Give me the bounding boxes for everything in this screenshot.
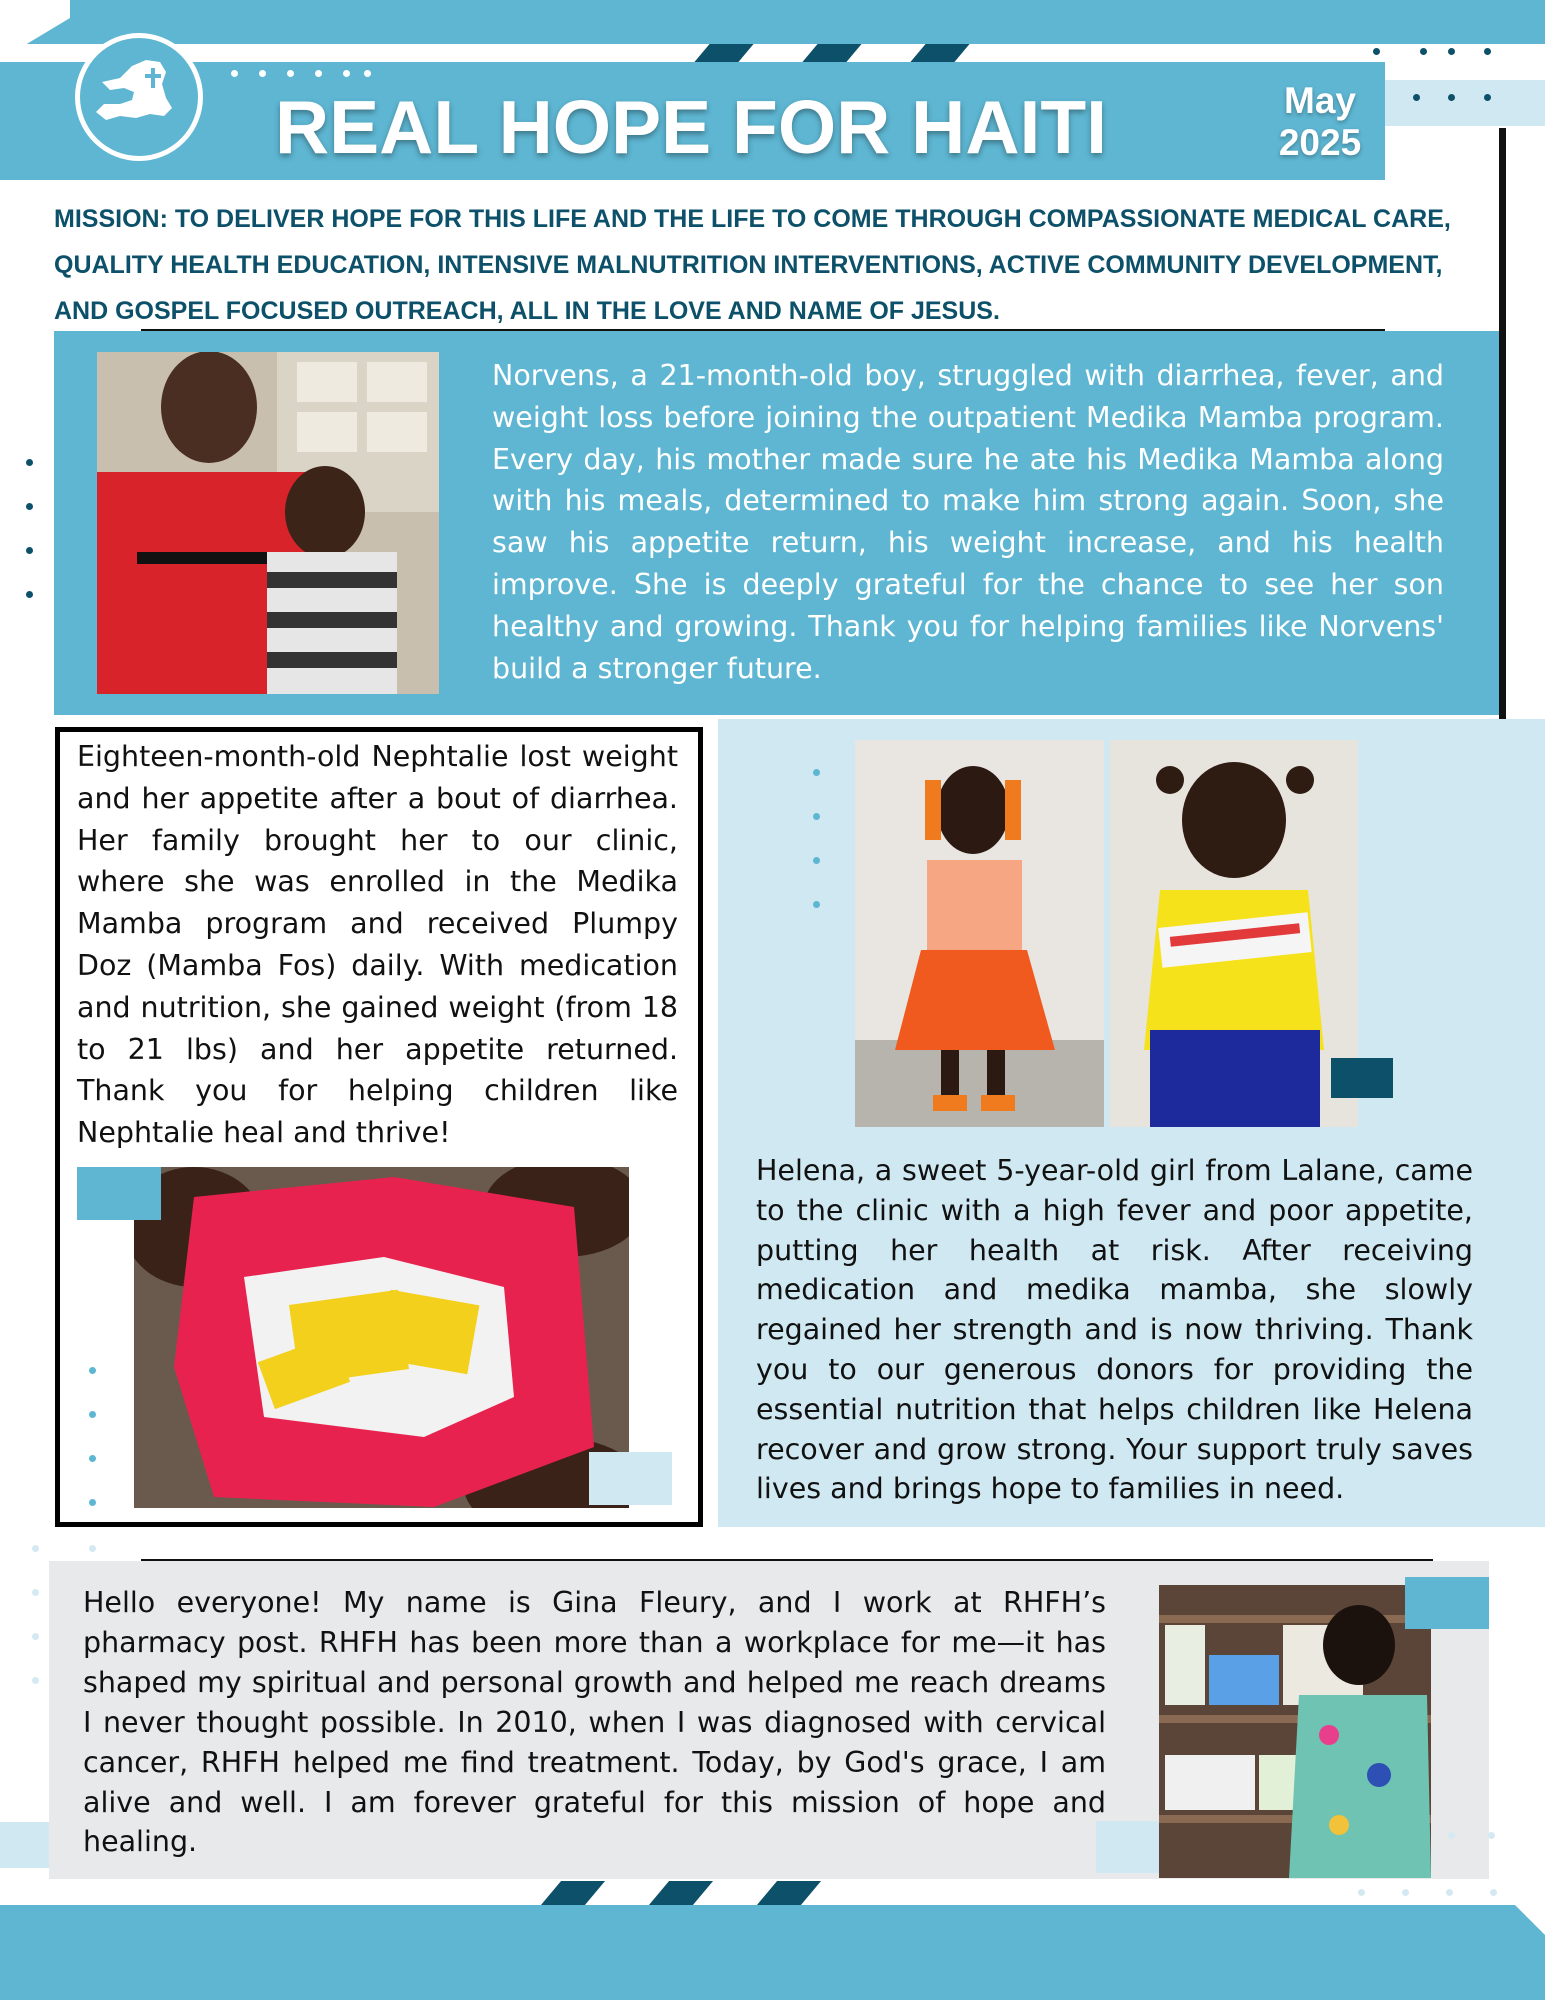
decorative-dot bbox=[32, 1677, 39, 1684]
decorative-stripe bbox=[910, 44, 969, 62]
top-band bbox=[0, 0, 1545, 44]
decorative-block bbox=[1385, 80, 1545, 126]
decorative-dot bbox=[1448, 94, 1455, 101]
mission-statement: MISSION: TO DELIVER HOPE FOR THIS LIFE AND THE LIFE TO COME THROUGH COMPASSIONATE MEDICAL CARE, QUALITY HEALTH EDUCATION, INTENSIVE MALNUTRITION INTERVENTIONS, ACTIVE COMMUNITY DEVELOPMENT, AND GOSPEL FOCUSED OUTREACH, ALL IN THE LOVE AND NAME OF JESUS. bbox=[54, 205, 1451, 325]
decorative-dot bbox=[343, 70, 350, 77]
helena-photo-after bbox=[1110, 740, 1358, 1127]
decorative-dot bbox=[1420, 48, 1427, 55]
decorative-dot bbox=[231, 70, 238, 77]
decorative-dot bbox=[813, 813, 820, 820]
gina-pharmacy-photo bbox=[1159, 1585, 1431, 1878]
decorative-dot bbox=[89, 1455, 96, 1462]
decorative-dot bbox=[89, 1545, 96, 1552]
decorative-stripe bbox=[694, 44, 753, 62]
decorative-dot bbox=[813, 857, 820, 864]
norvens-photo bbox=[97, 352, 439, 694]
decorative-dot bbox=[1402, 1889, 1409, 1896]
haiti-map-cross-icon bbox=[80, 38, 198, 156]
decorative-dot bbox=[32, 1589, 39, 1596]
decorative-dot bbox=[1484, 94, 1491, 101]
decorative-stripe bbox=[802, 44, 861, 62]
decorative-dot bbox=[32, 1545, 39, 1552]
helena-photo-before bbox=[855, 740, 1104, 1127]
newsletter-title: REAL HOPE FOR HAITI bbox=[275, 85, 1107, 169]
gina-story-text: Hello everyone! My name is Gina Fleury, and I work at RHFH’s pharmacy post. RHFH has been more than a workplace for me—it has shaped my spiritual and personal growth and helped me reach dreams I never thought possible. In 2010, when I was diagnosed with cervical cancer, RHFH helped me find treatment. Today, by God's grace, I am alive and well. I am forever grateful for this mission of hope and healing. bbox=[83, 1586, 1106, 1859]
decorative-dot bbox=[1373, 48, 1380, 55]
decorative-dot bbox=[26, 591, 33, 598]
decorative-dot bbox=[315, 70, 322, 77]
decorative-dot bbox=[26, 503, 33, 510]
logo bbox=[75, 33, 203, 161]
decorative-block bbox=[0, 1822, 49, 1868]
decorative-dot bbox=[89, 1411, 96, 1418]
decorative-dot bbox=[1413, 94, 1420, 101]
decorative-dot bbox=[287, 70, 294, 77]
decorative-dot bbox=[1448, 48, 1455, 55]
decorative-block bbox=[77, 1167, 161, 1220]
plumpy-doz-photo bbox=[134, 1167, 629, 1508]
decorative-dot bbox=[32, 1633, 39, 1640]
decorative-dot bbox=[813, 901, 820, 908]
decorative-dot bbox=[1446, 1889, 1453, 1896]
decorative-dot bbox=[1484, 48, 1491, 55]
decorative-stripe bbox=[649, 1881, 713, 1905]
decorative-dot bbox=[1488, 1832, 1495, 1839]
decorative-dot bbox=[1448, 1832, 1455, 1839]
issue-year: 2025 bbox=[1278, 122, 1362, 163]
decorative-dot bbox=[1490, 1889, 1497, 1896]
decorative-block bbox=[589, 1452, 672, 1505]
decorative-dot bbox=[89, 1499, 96, 1506]
decorative-block bbox=[1405, 1577, 1489, 1629]
norvens-story-text: Norvens, a 21-month-old boy, struggled with diarrhea, fever, and weight loss before joining the outpatient Medika Mamba program. Every day, his mother made sure he ate his Medika Mamba along with his meals, determined to make him strong again. Soon, she saw his appetite return, his weight increase, and his health improve. She is deeply grateful for the chance to see her son healthy and growing. Thank you for helping families like Norvens' build a stronger future. bbox=[492, 359, 1444, 685]
helena-story-text: Helena, a sweet 5-year-old girl from Lalane, came to the clinic with a high fever and poor appetite, putting her health at risk. After receiving medication and medika mamba, she slowly regained her strength and is now thriving. Thank you to our generous donors for providing the essential nutrition that helps children like Helena recover and grow strong. Your support truly saves lives and brings hope to families in need. bbox=[756, 1154, 1473, 1506]
decorative-stripe bbox=[541, 1881, 605, 1905]
issue-month: May bbox=[1284, 80, 1356, 121]
decorative-dot bbox=[26, 547, 33, 554]
decorative-dot bbox=[26, 459, 33, 466]
decorative-dot bbox=[89, 1367, 96, 1374]
decorative-stripe bbox=[757, 1881, 821, 1905]
footer-band bbox=[0, 1905, 1545, 2000]
decorative-dot bbox=[259, 70, 266, 77]
decorative-block bbox=[1331, 1058, 1393, 1098]
decorative-block bbox=[1096, 1821, 1159, 1873]
decorative-dot bbox=[1358, 1889, 1365, 1896]
nephtalie-story-text: Eighteen-month-old Nephtalie lost weight and her appetite after a bout of diarrhea. Her family brought her to our clinic, where she was enrolled in the Medika Mamba program and received Plumpy Doz (Mamba Fos) daily. With medication and nutrition, she gained weight (from 18 to 21 lbs) and her appetite returned. Thank you for helping children like Nephtalie heal and thrive! bbox=[77, 740, 678, 1150]
decorative-dot bbox=[813, 769, 820, 776]
issue-date bbox=[1260, 80, 1380, 164]
decorative-dot bbox=[364, 70, 371, 77]
